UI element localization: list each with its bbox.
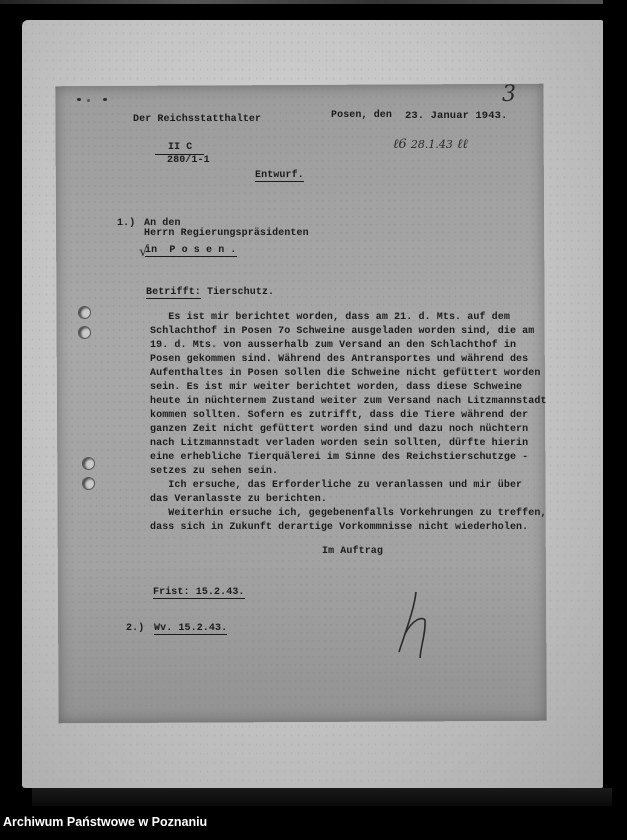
- punch-mark: [77, 98, 81, 101]
- punch-mark: [87, 99, 90, 102]
- body-line: heute in nüchternem Zustand weiter zum Versand nach Litzmannstadt: [150, 396, 547, 407]
- document-title: Entwurf.: [255, 170, 304, 181]
- body-line: Posen gekommen sind. Während des Antransportes und während des: [150, 354, 529, 365]
- recipient-line-1: An den: [144, 218, 181, 229]
- signature: [396, 590, 432, 660]
- handwritten-date-note: [393, 136, 468, 152]
- body-line: ganzen Zeit nicht gefüttert worden sind und dazu noch nüchtern: [150, 424, 529, 435]
- punch-mark: [103, 98, 107, 101]
- body-line: Ich ersuche, das Erforderliche zu veranlassen und mir über: [150, 480, 523, 491]
- punch-hole: [78, 306, 91, 319]
- reference-dept: [155, 142, 204, 155]
- sender: Der Reichsstatthalter: [133, 114, 262, 125]
- handwritten-initials: ℓ6: [393, 137, 411, 152]
- punch-hole: [78, 326, 91, 339]
- body-line: das Veranlasste zu berichten.: [150, 494, 327, 505]
- handwritten-date: 28.1.43: [410, 138, 453, 151]
- film-edge-right: [603, 0, 627, 790]
- check-mark: √: [139, 244, 148, 260]
- body-line: Weiterhin ersuche ich, gegebenenfalls Vorkehrungen zu treffen,: [150, 508, 547, 519]
- body-line: kommen sollten. Sofern es zutrifft, dass die Tiere während der: [150, 410, 529, 421]
- body-line: sein. Es ist mir weiter berichtet worden, dass diese Schweine: [150, 382, 523, 393]
- reference-dept-text: II C: [168, 142, 193, 153]
- place-date-label: Posen, den: [331, 110, 393, 121]
- document-date: 23. Januar 1943.: [405, 110, 508, 122]
- item2-number: 2.): [126, 623, 145, 634]
- punch-hole: [82, 457, 95, 470]
- film-strip-label: [32, 788, 612, 806]
- body-line: eine erhebliche Tierquälerei im Sinne des Reichstierschutzge -: [150, 452, 529, 463]
- punch-hole: [82, 477, 95, 490]
- deadline-line: [153, 587, 245, 599]
- recipient-line-2: Herrn Regierungspräsidenten: [144, 228, 309, 239]
- handwritten-scribble: ℓℓ: [452, 137, 468, 152]
- subject-line: [146, 287, 274, 298]
- film-edge-top: [0, 0, 627, 4]
- recipient-city: in P o s e n .: [145, 245, 237, 256]
- body-line: 19. d. Mts. von ausserhalb zum Versand an den Schlachthof in: [150, 340, 517, 351]
- closing: Im Auftrag: [322, 546, 384, 557]
- body-line: Es ist mir berichtet worden, dass am 21. d. Mts. auf dem: [150, 312, 510, 323]
- subject: Tierschutz.: [207, 287, 275, 298]
- body-line: Aufenthaltes in Posen sollen die Schweine nicht gefüttert worden: [150, 368, 541, 379]
- body-line: dass sich in Zukunft derartige Vorkommnisse nicht wiederholen.: [150, 522, 529, 533]
- deadline-label: Frist:: [153, 587, 190, 598]
- item2-text: Wv. 15.2.43.: [154, 623, 228, 634]
- subject-label: Betrifft:: [146, 287, 201, 298]
- page-number: 3: [502, 82, 516, 107]
- body-line: nach Litzmannstadt verladen worden sein sollten, dürfte hierin: [150, 438, 529, 449]
- body-line: setzes zu sehen sein.: [150, 466, 279, 477]
- item1-number: 1.): [117, 218, 136, 229]
- body-line: Schlachthof in Posen 7o Schweine ausgeladen worden sind, die am: [150, 326, 535, 337]
- archive-credit: Archiwum Państwowe w Poznaniu: [3, 815, 208, 829]
- deadline: 15.2.43.: [195, 587, 245, 598]
- reference-number: 280/1-1: [167, 155, 210, 166]
